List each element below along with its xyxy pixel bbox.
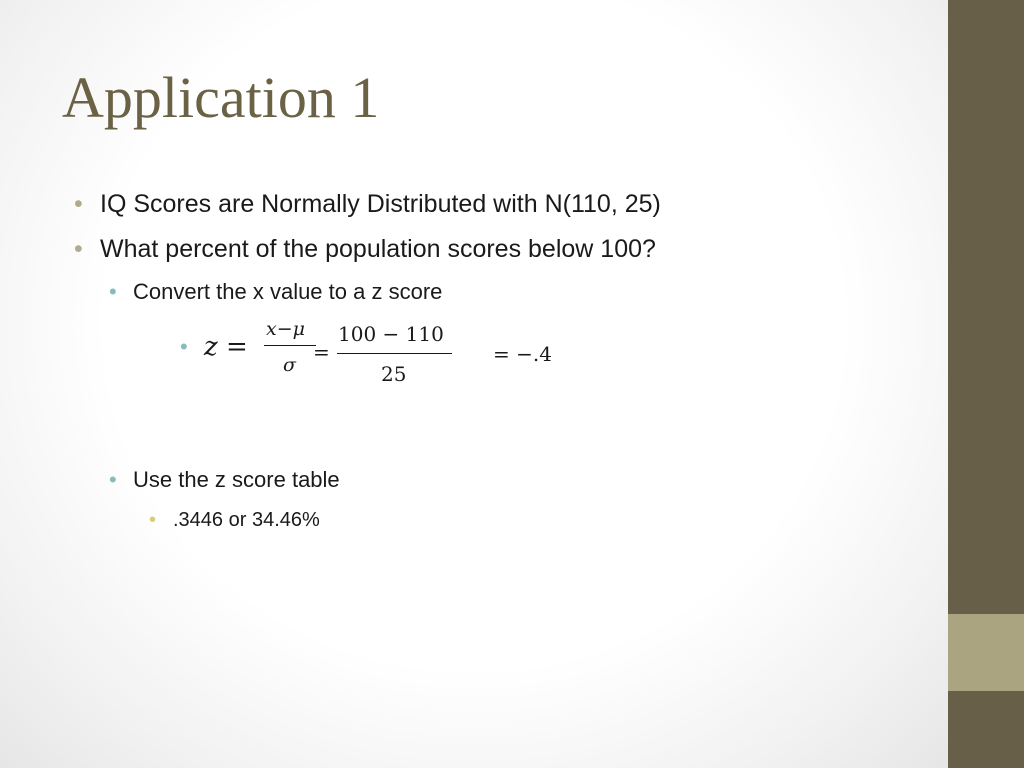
bullet-text: IQ Scores are Normally Distributed with N(110, 25) xyxy=(100,190,661,218)
decorative-sidebar xyxy=(948,0,1024,768)
bullet-text: .3446 or 34.46% xyxy=(173,509,320,531)
bullet-text: Use the z score table xyxy=(133,467,340,492)
formula-numerator-symbolic: x−μ xyxy=(266,318,305,340)
slide-title: Application 1 xyxy=(62,65,380,130)
bullet-text: Convert the x value to a z score xyxy=(133,279,443,304)
bullet-dot-icon: • xyxy=(109,467,117,492)
bullet-dot-icon: • xyxy=(74,190,83,218)
bullet-iq-distribution xyxy=(74,190,661,218)
sub-bullet-convert xyxy=(109,279,443,304)
bullet-dot-icon: • xyxy=(180,334,188,359)
fraction-bar xyxy=(264,345,316,346)
sub-bullet-z-table xyxy=(109,467,340,492)
formula-result: = −.4 xyxy=(493,342,552,366)
sidebar-accent-block xyxy=(948,614,1024,691)
bullet-dot-icon: • xyxy=(74,235,83,263)
fraction-bar xyxy=(337,353,452,354)
answer-bullet xyxy=(149,509,320,531)
bullet-text: What percent of the population scores below 100? xyxy=(100,235,656,263)
formula-denominator-symbolic: σ xyxy=(283,354,296,376)
z-score-formula xyxy=(180,318,580,388)
formula-lhs: z = xyxy=(204,332,248,362)
formula-numerator-values: 100 − 110 xyxy=(338,322,444,346)
formula-equals: = xyxy=(313,340,330,364)
formula-denominator-values: 25 xyxy=(381,362,407,386)
bullet-dot-icon: • xyxy=(109,279,117,304)
bullet-dot-icon: • xyxy=(149,509,157,531)
bullet-percent-question xyxy=(74,235,656,263)
